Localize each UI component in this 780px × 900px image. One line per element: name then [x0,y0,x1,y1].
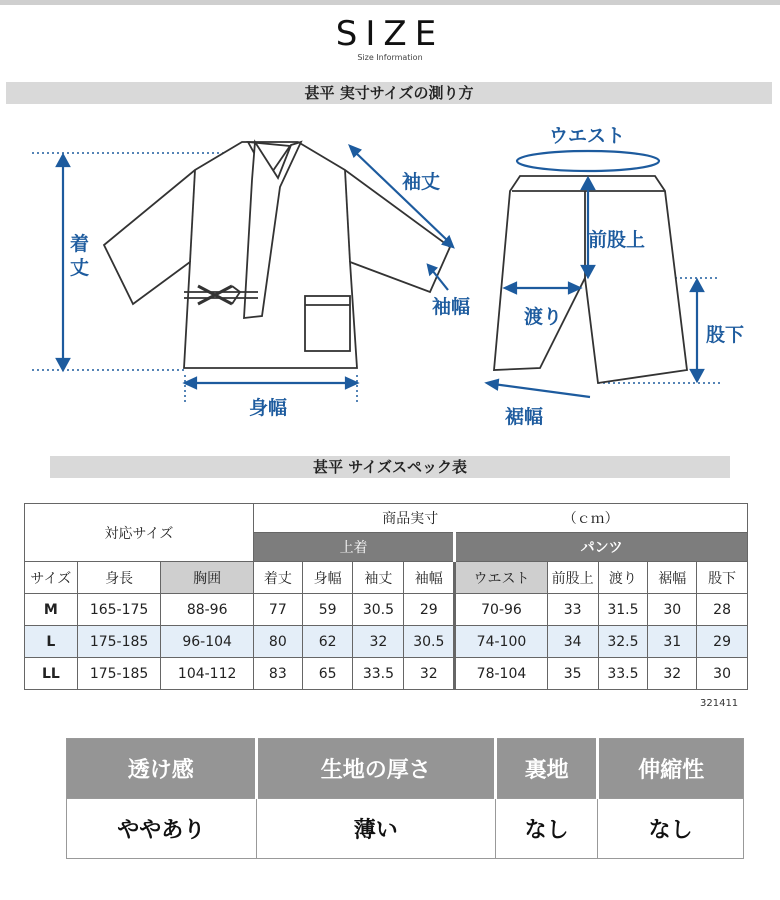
label-waist: ウエスト [549,125,626,147]
group-pants: パンツ [455,533,748,562]
cell: 77 [253,594,302,626]
cell: 31 [648,626,697,658]
col-hem: 裾幅 [648,562,697,594]
header-row [25,562,748,594]
header-corresponding-size: 対応サイズ [25,504,254,562]
cell: 33.5 [598,658,648,690]
table-row [25,594,748,626]
col-height: 身長 [77,562,161,594]
section-heading-measure: 甚平 実寸サイズの測り方 [6,82,772,104]
feature-header: 透け感 [67,739,257,799]
cell: 33.5 [353,658,404,690]
cell: LL [25,658,78,690]
feature-value: なし [496,799,598,859]
fabric-features-table [66,738,744,859]
cell: 28 [697,594,748,626]
col-thigh: 渡り [598,562,648,594]
feature-header-row [67,739,744,799]
label-inseam: 股下 [706,324,745,346]
actual-size-label: 商品実寸 [382,511,439,527]
col-sleeve-width: 袖幅 [404,562,455,594]
feature-value: ややあり [67,799,257,859]
page-title: SIZE [335,14,445,54]
section-heading-spec: 甚平 サイズスペック表 [50,456,730,478]
feature-header: 裏地 [496,739,598,799]
cell: 31.5 [598,594,648,626]
cell: L [25,626,78,658]
cell: 104-112 [161,658,254,690]
page-subtitle: Size Information [357,53,423,62]
cell: 30.5 [353,594,404,626]
col-waist: ウエスト [455,562,548,594]
measurement-diagram [0,110,780,440]
cell: 83 [253,658,302,690]
unit-label: （ｃｍ） [562,511,619,527]
feature-value: 薄い [256,799,496,859]
cell: 88-96 [161,594,254,626]
label-sleeve-length: 袖丈 [402,171,441,193]
col-chest: 胸囲 [161,562,254,594]
label-length: 着丈 [70,233,90,279]
cell: 65 [302,658,353,690]
label-body-width: 身幅 [249,397,288,419]
label-front-rise: 前股上 [588,229,646,251]
cell: 80 [253,626,302,658]
cell: 30 [648,594,697,626]
cell: 96-104 [161,626,254,658]
product-code: 321411 [700,698,739,709]
label-hem: 裾幅 [505,406,544,428]
cell: 29 [697,626,748,658]
group-top: 上着 [253,533,454,562]
col-size: サイズ [25,562,78,594]
cell: 62 [302,626,353,658]
cell: 30.5 [404,626,455,658]
feature-value-row [67,799,744,859]
cell: 74-100 [455,626,548,658]
header-actual-size [253,504,747,533]
cell: 33 [547,594,598,626]
table-row [25,658,748,690]
col-inseam: 股下 [697,562,748,594]
cell: 32 [353,626,404,658]
cell: 32.5 [598,626,648,658]
size-spec-table [24,503,748,690]
label-thigh: 渡り [524,306,563,328]
top-divider [0,0,780,5]
cell: 70-96 [455,594,548,626]
col-length: 着丈 [253,562,302,594]
cell: 32 [404,658,455,690]
col-body-width: 身幅 [302,562,353,594]
jacket-outline [104,142,450,368]
cell: 30 [697,658,748,690]
pants-outline [494,176,687,383]
label-sleeve-width: 袖幅 [432,296,471,318]
feature-header: 生地の厚さ [256,739,496,799]
feature-header: 伸縮性 [598,739,744,799]
cell: 29 [404,594,455,626]
cell: 59 [302,594,353,626]
col-front-rise: 前股上 [547,562,598,594]
col-sleeve-length: 袖丈 [353,562,404,594]
cell: M [25,594,78,626]
cell: 34 [547,626,598,658]
cell: 35 [547,658,598,690]
cell: 32 [648,658,697,690]
cell: 165-175 [77,594,161,626]
feature-value: なし [598,799,744,859]
cell: 175-185 [77,658,161,690]
cell: 175-185 [77,626,161,658]
table-row [25,626,748,658]
cell: 78-104 [455,658,548,690]
